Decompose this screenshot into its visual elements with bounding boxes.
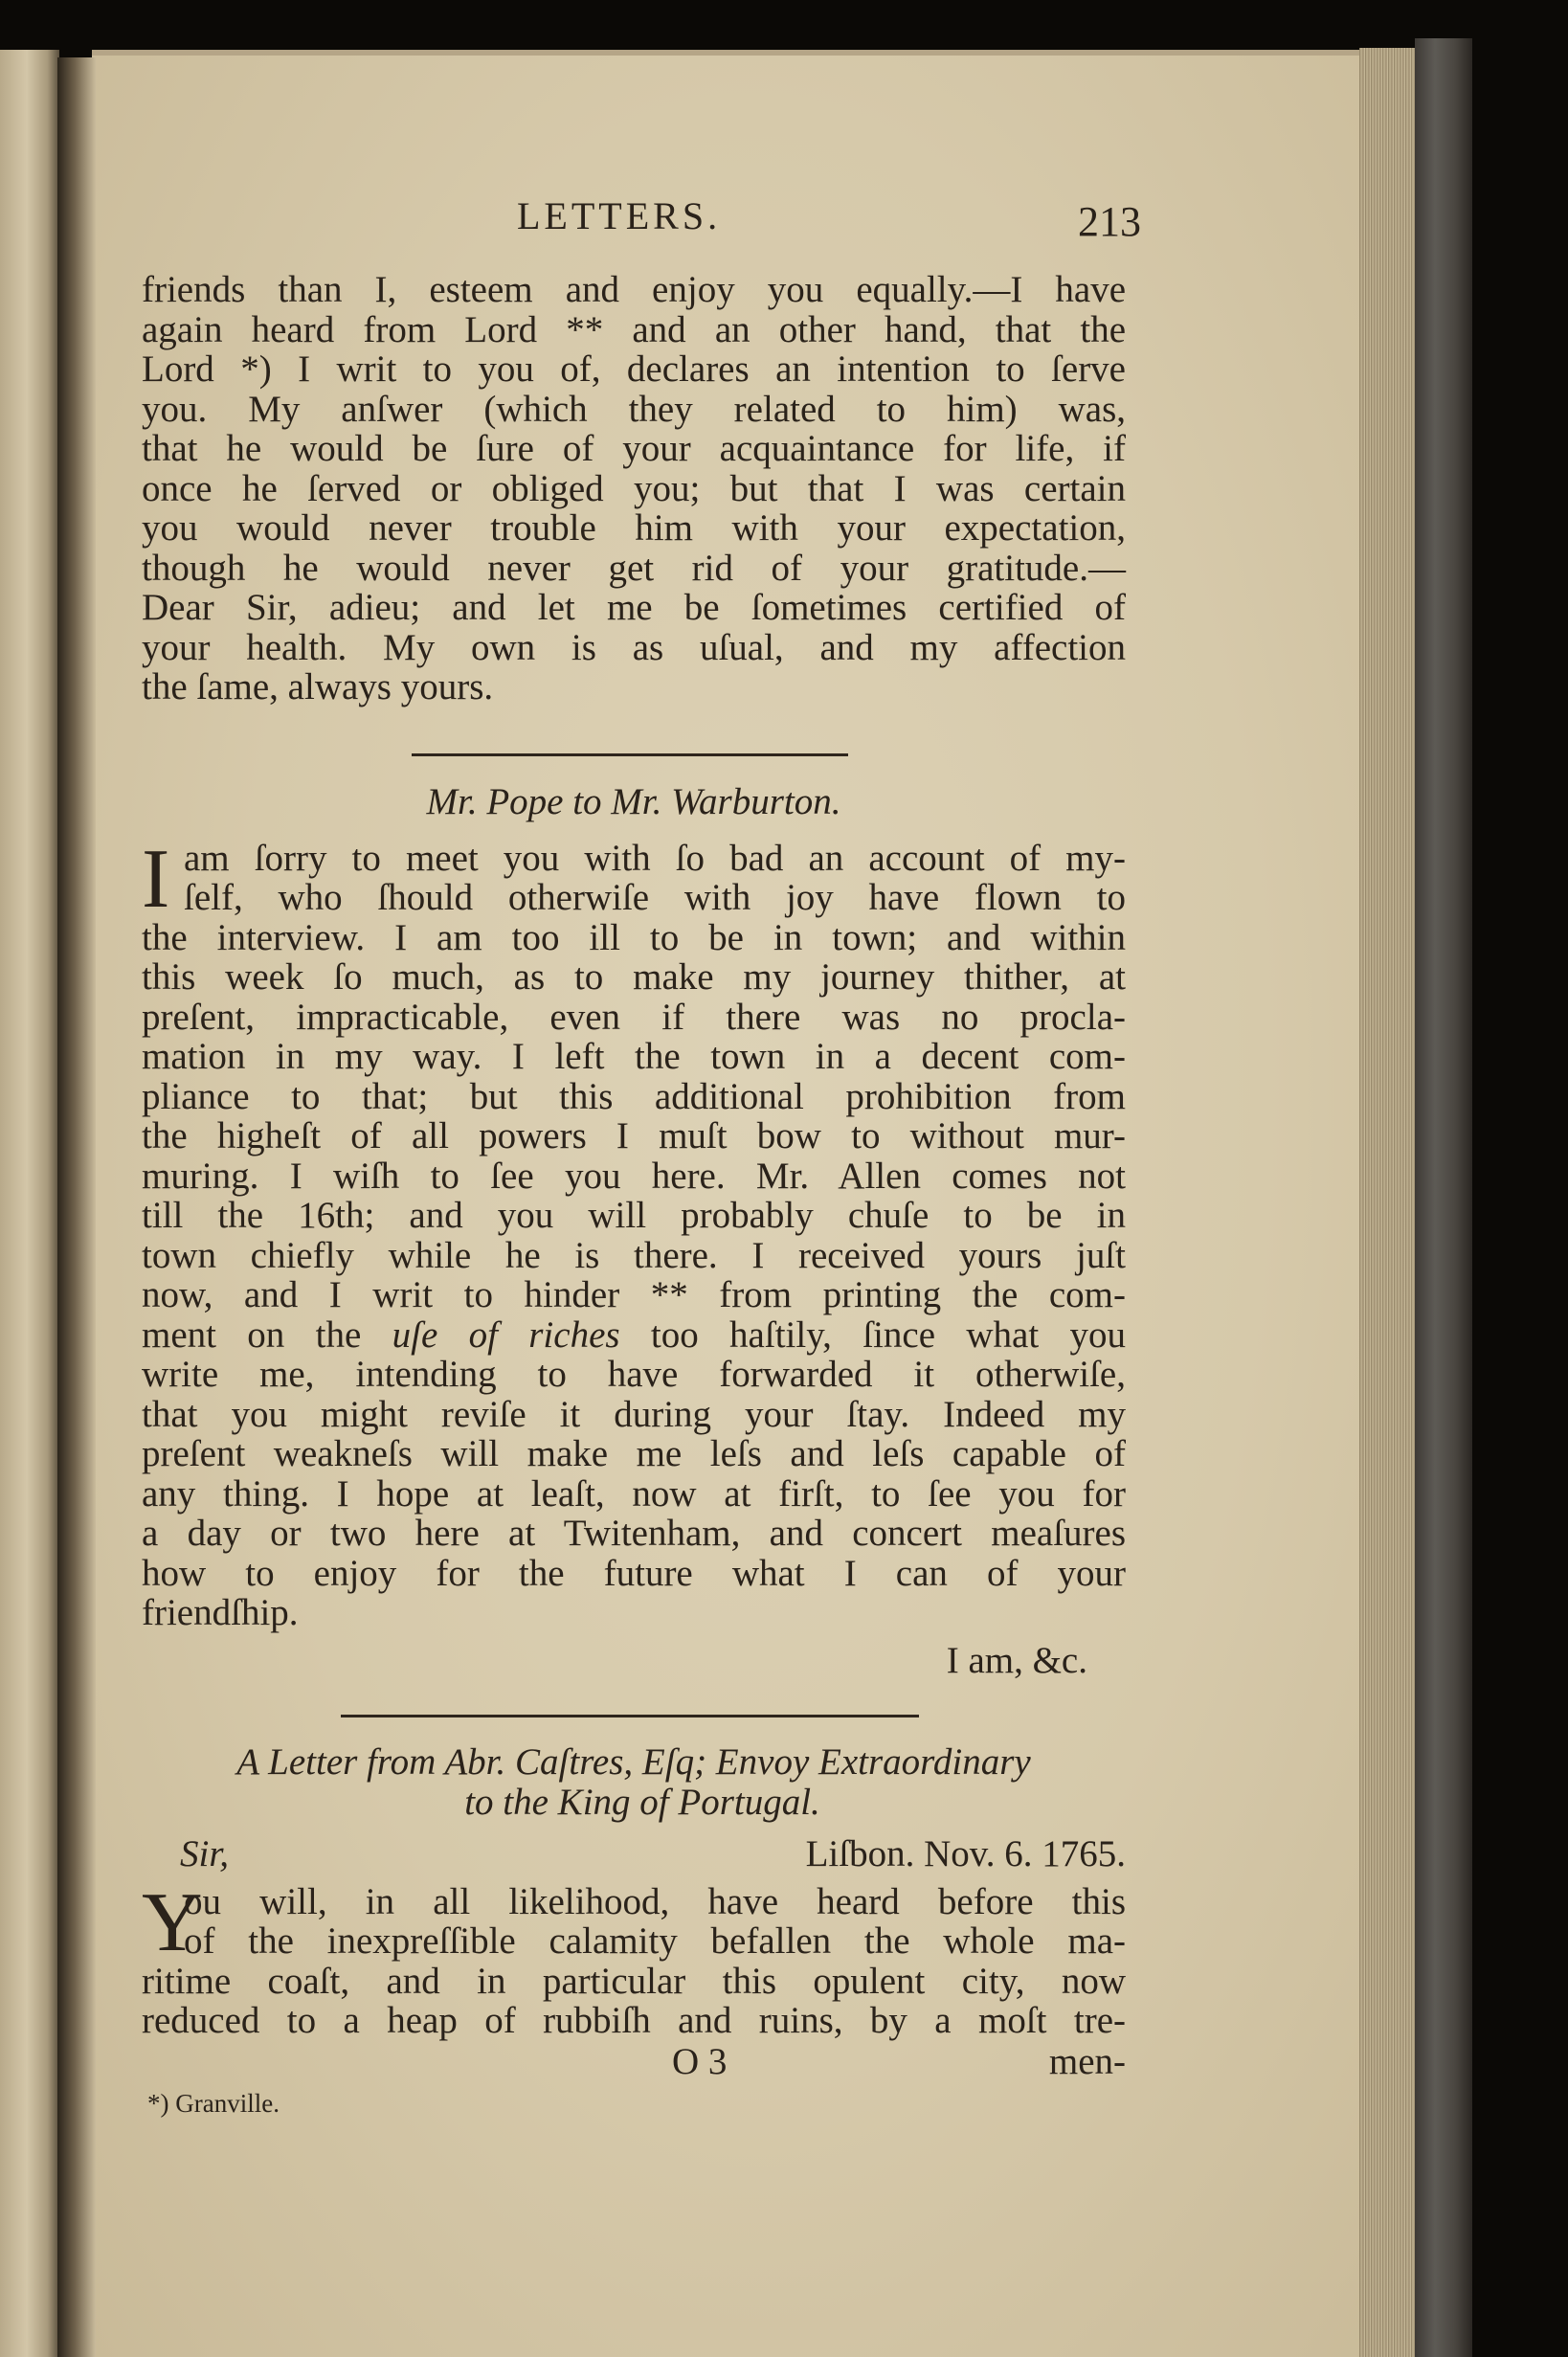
- text-line: the ſame, always yours.: [142, 666, 494, 707]
- text-block: [142, 270, 1126, 2119]
- letter-body: [142, 1875, 1126, 2041]
- salutation-line: [142, 1834, 1126, 1874]
- text-span: too haſtily, ſince what you: [619, 1313, 1126, 1356]
- text-line: friendſhip.: [142, 1592, 299, 1633]
- text-line: mation in my way. I left the town in a decent com-: [142, 1036, 1126, 1077]
- text-line: how to enjoy for the future what I can of your: [142, 1552, 1126, 1594]
- text-line: once he ſerved or obliged you; but that I was certain: [142, 467, 1126, 509]
- text-line: friends than I, esteem and enjoy you equally.—I have: [142, 269, 1126, 310]
- page-header: [142, 193, 1141, 251]
- text-line: though he would never get rid of your gratitude.—: [142, 547, 1126, 589]
- text-line: of the inexpreſſible calamity befallen the whole ma-: [184, 1920, 1126, 1962]
- italic-title: uſe of riches: [392, 1313, 620, 1356]
- catchword: men-: [1048, 2040, 1126, 2082]
- text-line: town chiefly while he is there. I received yours juſt: [142, 1234, 1126, 1276]
- footnote: *) Granville.: [147, 2088, 280, 2118]
- dateline: Liſbon. Nov. 6. 1765.: [805, 1833, 1126, 1874]
- text-line: your health. My own is as uſual, and my affection: [142, 626, 1126, 668]
- text-line: that you might reviſe it during your ſtay. Indeed my: [142, 1393, 1126, 1435]
- facing-page-edge: [0, 50, 59, 2357]
- letter-heading: A Letter from Abr. Caſtres, Eſq; Envoy Extraordinary: [236, 1741, 1031, 1783]
- text-line: pliance to that; but this additional prohibition from: [142, 1075, 1126, 1117]
- text-line: this week ſo much, as to make my journey thither, at: [142, 956, 1126, 998]
- text-line: ou will, in all likelihood, have heard before this: [184, 1880, 1126, 1922]
- text-line: muring. I wiſh to ſee you here. Mr. Allen comes not: [142, 1155, 1126, 1197]
- text-line: the higheſt of all powers I muſt bow to without mur-: [142, 1115, 1126, 1156]
- text-line: Dear Sir, adieu; and let me be ſometimes certified of: [142, 587, 1126, 628]
- text-line: the interview. I am too ill to be in town; and within: [142, 916, 1126, 958]
- text-line: Lord *) I writ to you of, declares an intention to ſerve: [142, 348, 1126, 390]
- opening-paragraph: [142, 270, 1126, 707]
- text-line: any thing. I hope at leaſt, now at firſt, to ſee you for: [142, 1472, 1126, 1515]
- letter-body: [142, 832, 1126, 1681]
- letter-closing: I am, &c.: [946, 1639, 1087, 1681]
- page-footer: [142, 2041, 1126, 2083]
- text-line: ſelf, who ſhould otherwiſe with joy have flown to: [184, 877, 1126, 918]
- text-line: ritime coaſt, and in particular this opulent city, now: [142, 1960, 1126, 2002]
- text-line: write me, intending to have forwarded it otherwiſe,: [142, 1354, 1126, 1395]
- text-line: preſent weakneſs will make me leſs and leſs capable of: [142, 1433, 1126, 1474]
- running-head: LETTERS.: [517, 194, 722, 237]
- text-line: reduced to a heap of rubbiſh and ruins, by a moſt tre-: [142, 2000, 1126, 2041]
- text-span: ment on the: [142, 1313, 392, 1356]
- text-line: you would never trouble him with your expectation,: [142, 507, 1126, 549]
- page-stack-edge: [1359, 48, 1421, 2357]
- text-line: preſent, impracticable, even if there was no procla-: [142, 996, 1126, 1038]
- book-cover-board: [1415, 38, 1472, 2357]
- letter-heading-continued: to the King of Portugal.: [464, 1782, 820, 1823]
- page-number: 213: [1078, 198, 1141, 245]
- text-line: a day or two here at Twitenham, and concert meaſures: [142, 1513, 1126, 1554]
- signature-mark: O 3: [672, 2040, 728, 2082]
- section-rule: [412, 753, 848, 756]
- section-rule: [341, 1715, 919, 1717]
- text-line: am ſorry to meet you with ſo bad an account of my-: [184, 837, 1126, 879]
- text-line: now, and I writ to hinder ** from printing the com-: [142, 1274, 1126, 1315]
- text-line-with-italic: [142, 1315, 1126, 1356]
- text-line: you. My anſwer (which they related to him) was,: [142, 388, 1126, 430]
- drop-capital: I: [142, 832, 170, 926]
- text-line: till the 16th; and you will probably chuſe to be in: [142, 1195, 1126, 1236]
- salutation: Sir,: [180, 1833, 229, 1874]
- gutter-shadow: [57, 57, 96, 2357]
- drop-capital: Y: [142, 1875, 203, 1969]
- letter-heading: Mr. Pope to Mr. Warburton.: [426, 780, 841, 822]
- text-line: again heard from Lord ** and an other hand, that the: [142, 308, 1126, 350]
- text-line: that he would be ſure of your acquaintance for life, if: [142, 428, 1126, 469]
